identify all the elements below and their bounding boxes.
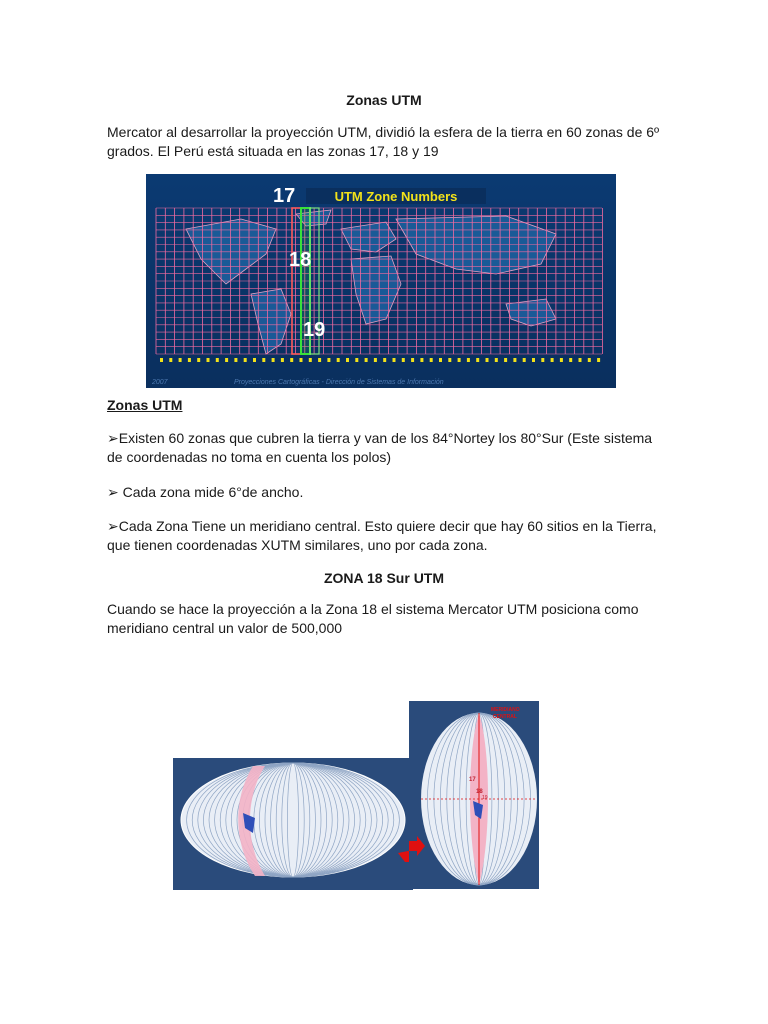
page-title: Zonas UTM bbox=[346, 92, 422, 108]
lens-zone-17: 17 bbox=[469, 777, 476, 783]
map-footer-year: 2007 bbox=[152, 379, 168, 386]
globe-projection-image bbox=[173, 758, 413, 890]
lens-zone-18: 18 bbox=[476, 789, 483, 795]
section-subheading: Zonas UTM bbox=[107, 397, 183, 413]
bullet-width: ➢ Cada zona mide 6°de ancho. bbox=[107, 484, 304, 500]
bullet-meridian: ➢Cada Zona Tiene un meridiano central. Esto quiere decir que hay 60 sitios en la Tierra, que tienen coordenadas XUTM similares, uno por cada zona. bbox=[107, 518, 657, 553]
map-footer-credit: Proyecciones Cartográficas - Dirección de Sistemas de Información bbox=[234, 379, 444, 386]
utm-zone-map bbox=[146, 174, 616, 388]
zona-paragraph: Cuando se hace la proyección a la Zona 18 el sistema Mercator UTM posiciona como meridiano central un valor de 500,000 bbox=[107, 601, 639, 636]
central-meridian-image bbox=[409, 701, 539, 889]
lens-zone-19: 19 bbox=[482, 795, 488, 801]
zone-19-label: 19 bbox=[303, 319, 326, 341]
utm-banner: UTM Zone Numbers bbox=[334, 189, 458, 204]
bullet-zones: ➢Existen 60 zonas que cubren la tierra y van de los 84°Nortey los 80°Sur (Este sistema de coordenadas no toma en cuenta los polos) bbox=[107, 430, 653, 465]
zone-18-label: 18 bbox=[289, 249, 312, 271]
meridian-label-1: MERIDIANO bbox=[491, 707, 520, 713]
meridian-label-2: CENTRAL bbox=[493, 714, 517, 720]
zone-17-label: 17 bbox=[273, 185, 296, 207]
intro-paragraph: Mercator al desarrollar la proyección UTM, dividió la esfera de la tierra en 60 zonas de 6º grados. El Perú está situada en las zonas 17, 18 y 19 bbox=[107, 124, 660, 159]
zona-heading: ZONA 18 Sur UTM bbox=[323, 570, 445, 586]
